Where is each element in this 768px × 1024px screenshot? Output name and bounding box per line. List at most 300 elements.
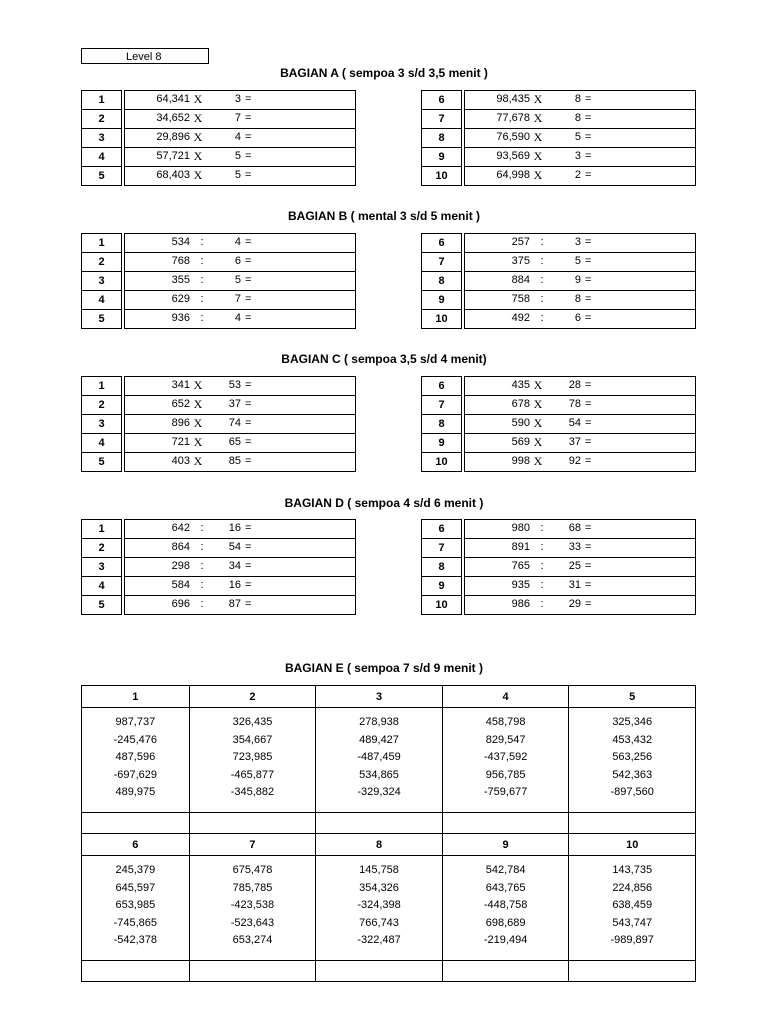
equals-sign: = bbox=[585, 112, 592, 124]
equals-sign: = bbox=[585, 379, 592, 391]
problem-row bbox=[82, 129, 356, 148]
problem-number: 7 bbox=[422, 396, 462, 415]
number-value: 354,667 bbox=[232, 733, 273, 746]
equals-sign: = bbox=[245, 93, 252, 105]
operand-b: 34 bbox=[228, 560, 241, 572]
operator: : bbox=[540, 312, 544, 324]
col-header: 4 bbox=[442, 686, 569, 708]
number-value: 542,784 bbox=[485, 864, 526, 876]
problem-number: 3 bbox=[82, 129, 122, 148]
number-value: -759,677 bbox=[483, 786, 528, 798]
number-value: -345,882 bbox=[230, 786, 275, 798]
number-value: 458,798 bbox=[485, 716, 526, 728]
operand-a: 998 bbox=[511, 455, 530, 467]
equals-sign: = bbox=[245, 255, 252, 267]
problem-expression[interactable] bbox=[125, 310, 356, 329]
operand-a: 590 bbox=[511, 417, 530, 429]
number-column bbox=[569, 856, 696, 961]
problem-row bbox=[82, 110, 356, 129]
col-header: 8 bbox=[316, 834, 443, 856]
operand-b: 4 bbox=[234, 131, 241, 143]
problem-row bbox=[422, 377, 696, 396]
number-value: 325,346 bbox=[612, 716, 653, 728]
equals-sign: = bbox=[245, 169, 252, 181]
operand-b: 53 bbox=[228, 379, 241, 391]
number-column bbox=[442, 708, 569, 813]
problem-row bbox=[422, 167, 696, 186]
problem-number: 7 bbox=[422, 110, 462, 129]
operand-b: 5 bbox=[574, 131, 581, 143]
operand-a: 257 bbox=[511, 236, 530, 248]
problem-row bbox=[82, 396, 356, 415]
problem-expression[interactable] bbox=[465, 310, 696, 329]
equals-sign: = bbox=[245, 131, 252, 143]
operator: : bbox=[200, 274, 204, 286]
section-e-title: BAGIAN E ( sempoa 7 s/d 9 menit ) bbox=[284, 661, 484, 675]
number-value: -745,865 bbox=[113, 916, 158, 929]
equals-sign: = bbox=[585, 417, 592, 429]
operand-b: 87 bbox=[228, 598, 241, 610]
operand-a: 34,652 bbox=[156, 112, 190, 124]
problem-expression[interactable] bbox=[125, 272, 356, 291]
operand-b: 8 bbox=[574, 293, 581, 305]
problem-row bbox=[422, 272, 696, 291]
problem-expression[interactable] bbox=[125, 253, 356, 272]
operand-b: 31 bbox=[568, 579, 581, 591]
equals-sign: = bbox=[585, 150, 592, 162]
answer-cell[interactable] bbox=[316, 813, 443, 834]
operator: : bbox=[200, 541, 204, 553]
number-value: -448,758 bbox=[483, 899, 528, 911]
problem-expression[interactable] bbox=[465, 110, 696, 129]
equals-sign: = bbox=[585, 93, 592, 105]
operand-b: 9 bbox=[574, 274, 581, 286]
operator: : bbox=[540, 579, 544, 591]
operand-a: 355 bbox=[171, 274, 190, 286]
operand-b: 3 bbox=[234, 93, 241, 105]
operand-a: 758 bbox=[511, 293, 530, 305]
operator: X bbox=[533, 149, 543, 163]
number-value: 766,743 bbox=[359, 916, 399, 929]
problem-row bbox=[82, 167, 356, 186]
operand-b: 85 bbox=[228, 455, 241, 467]
operand-b: 68 bbox=[568, 522, 581, 534]
problem-row bbox=[422, 434, 696, 453]
problem-row bbox=[82, 310, 356, 329]
answer-cell[interactable] bbox=[442, 961, 569, 982]
number-value: 489,975 bbox=[115, 786, 156, 798]
equals-sign: = bbox=[585, 169, 592, 181]
problem-row bbox=[422, 596, 696, 615]
section-a-left-table bbox=[81, 90, 356, 186]
answer-cell[interactable] bbox=[189, 961, 316, 982]
operand-b: 37 bbox=[568, 436, 581, 448]
problem-number: 5 bbox=[82, 453, 122, 472]
operand-b: 2 bbox=[574, 169, 581, 181]
operand-b: 6 bbox=[574, 312, 581, 324]
col-header: 9 bbox=[442, 834, 569, 856]
operator: : bbox=[540, 522, 544, 534]
operator: X bbox=[193, 168, 203, 182]
problem-row bbox=[422, 291, 696, 310]
answer-cell[interactable] bbox=[569, 813, 696, 834]
number-value: -437,592 bbox=[483, 751, 528, 763]
operand-b: 16 bbox=[228, 522, 241, 534]
problem-number: 1 bbox=[82, 234, 122, 253]
problem-expression[interactable] bbox=[465, 558, 696, 577]
operator: X bbox=[193, 397, 203, 411]
problem-row bbox=[422, 577, 696, 596]
problem-expression[interactable] bbox=[125, 434, 356, 453]
answer-cell[interactable] bbox=[82, 813, 190, 834]
section-b-right-table bbox=[421, 233, 696, 329]
problem-expression[interactable] bbox=[465, 148, 696, 167]
problem-number: 8 bbox=[422, 129, 462, 148]
problem-number: 9 bbox=[422, 291, 462, 310]
section-e-block-1 bbox=[81, 685, 696, 834]
operand-a: 403 bbox=[171, 455, 190, 467]
operator: : bbox=[200, 312, 204, 324]
problem-expression[interactable] bbox=[465, 91, 696, 110]
problem-expression[interactable] bbox=[125, 577, 356, 596]
problem-expression[interactable] bbox=[125, 539, 356, 558]
problem-row bbox=[422, 310, 696, 329]
problem-number: 2 bbox=[82, 110, 122, 129]
problem-row bbox=[82, 291, 356, 310]
equals-sign: = bbox=[585, 541, 592, 553]
equals-sign: = bbox=[245, 236, 252, 248]
operand-b: 54 bbox=[568, 417, 581, 429]
problem-expression[interactable] bbox=[125, 91, 356, 110]
operand-a: 68,403 bbox=[156, 169, 190, 181]
operand-a: 93,569 bbox=[496, 150, 530, 162]
problem-number: 1 bbox=[82, 377, 122, 396]
number-value: 645,597 bbox=[115, 881, 156, 894]
operand-a: 696 bbox=[171, 598, 190, 610]
number-value: 785,785 bbox=[232, 881, 273, 894]
operand-b: 16 bbox=[228, 579, 241, 591]
equals-sign: = bbox=[245, 541, 252, 553]
operand-a: 584 bbox=[171, 579, 190, 591]
equals-sign: = bbox=[245, 598, 252, 610]
operand-a: 492 bbox=[511, 312, 530, 324]
operator: X bbox=[533, 416, 543, 430]
number-value: -423,538 bbox=[230, 899, 275, 911]
answer-cell[interactable] bbox=[442, 813, 569, 834]
problem-row bbox=[422, 396, 696, 415]
operand-a: 341 bbox=[171, 379, 190, 391]
col-header: 3 bbox=[316, 686, 443, 708]
operand-a: 652 bbox=[171, 398, 190, 410]
section-a-title: BAGIAN A ( sempoa 3 s/d 3,5 menit ) bbox=[280, 66, 488, 80]
level-label: Level 8 bbox=[126, 51, 162, 63]
problem-expression[interactable] bbox=[465, 234, 696, 253]
section-d-title: BAGIAN D ( sempoa 4 s/d 6 menit ) bbox=[284, 496, 484, 510]
number-column bbox=[442, 856, 569, 961]
problem-expression[interactable] bbox=[125, 291, 356, 310]
number-value: -322,487 bbox=[357, 934, 401, 946]
number-column bbox=[316, 856, 443, 961]
problem-expression[interactable] bbox=[465, 453, 696, 472]
col-header: 7 bbox=[189, 834, 316, 856]
number-column bbox=[82, 856, 190, 961]
operator: X bbox=[533, 454, 543, 468]
number-value: -465,877 bbox=[230, 768, 275, 781]
section-c-left-table bbox=[81, 376, 356, 472]
operator: X bbox=[193, 92, 203, 106]
problem-number: 4 bbox=[82, 434, 122, 453]
operand-a: 721 bbox=[171, 436, 190, 448]
problem-number: 6 bbox=[422, 91, 462, 110]
number-value: 534,865 bbox=[359, 768, 399, 781]
operator: X bbox=[533, 130, 543, 144]
problem-row bbox=[422, 129, 696, 148]
number-value: -329,324 bbox=[357, 786, 401, 798]
equals-sign: = bbox=[585, 598, 592, 610]
number-value: 698,689 bbox=[485, 916, 526, 929]
number-value: -245,476 bbox=[113, 733, 158, 746]
answer-cell[interactable] bbox=[189, 813, 316, 834]
problem-row bbox=[422, 558, 696, 577]
number-value: 956,785 bbox=[485, 768, 526, 781]
problem-expression[interactable] bbox=[465, 415, 696, 434]
equals-sign: = bbox=[585, 398, 592, 410]
number-value: 278,938 bbox=[359, 716, 399, 728]
number-value: -324,398 bbox=[357, 899, 401, 911]
problem-row bbox=[82, 148, 356, 167]
operand-a: 891 bbox=[511, 541, 530, 553]
problem-number: 4 bbox=[82, 148, 122, 167]
problem-expression[interactable] bbox=[465, 596, 696, 615]
operator: : bbox=[540, 236, 544, 248]
operator: X bbox=[533, 168, 543, 182]
problem-expression[interactable] bbox=[465, 377, 696, 396]
operand-a: 57,721 bbox=[156, 150, 190, 162]
equals-sign: = bbox=[585, 436, 592, 448]
problem-number: 3 bbox=[82, 558, 122, 577]
problem-number: 8 bbox=[422, 415, 462, 434]
problem-row bbox=[82, 558, 356, 577]
problem-expression[interactable] bbox=[125, 234, 356, 253]
problem-number: 9 bbox=[422, 577, 462, 596]
problem-row bbox=[82, 253, 356, 272]
operator: X bbox=[533, 111, 543, 125]
equals-sign: = bbox=[585, 560, 592, 572]
problem-number: 2 bbox=[82, 539, 122, 558]
problem-expression[interactable] bbox=[125, 453, 356, 472]
operator: : bbox=[540, 293, 544, 305]
problem-expression[interactable] bbox=[125, 415, 356, 434]
problem-number: 1 bbox=[82, 91, 122, 110]
operand-a: 64,998 bbox=[496, 169, 530, 181]
number-value: 653,274 bbox=[232, 934, 273, 946]
problem-number: 7 bbox=[422, 539, 462, 558]
col-header: 10 bbox=[569, 834, 696, 856]
number-column bbox=[569, 708, 696, 813]
problem-number: 3 bbox=[82, 272, 122, 291]
operand-b: 3 bbox=[574, 236, 581, 248]
problem-row bbox=[422, 234, 696, 253]
problem-expression[interactable] bbox=[465, 253, 696, 272]
operand-a: 896 bbox=[171, 417, 190, 429]
problem-row bbox=[82, 539, 356, 558]
problem-expression[interactable] bbox=[125, 396, 356, 415]
operator: X bbox=[533, 397, 543, 411]
problem-number: 8 bbox=[422, 272, 462, 291]
problem-expression[interactable] bbox=[465, 539, 696, 558]
problem-expression[interactable] bbox=[465, 434, 696, 453]
col-header: 5 bbox=[569, 686, 696, 708]
operator: : bbox=[200, 293, 204, 305]
operand-a: 678 bbox=[511, 398, 530, 410]
problem-expression[interactable] bbox=[125, 596, 356, 615]
problem-number: 4 bbox=[82, 577, 122, 596]
number-value: 563,256 bbox=[612, 751, 653, 763]
answer-cell[interactable] bbox=[316, 961, 443, 982]
problem-expression[interactable] bbox=[465, 129, 696, 148]
operand-a: 98,435 bbox=[496, 93, 530, 105]
problem-expression[interactable] bbox=[465, 272, 696, 291]
number-column bbox=[316, 708, 443, 813]
problem-number: 3 bbox=[82, 415, 122, 434]
problem-expression[interactable] bbox=[465, 396, 696, 415]
problem-number: 7 bbox=[422, 253, 462, 272]
problem-row bbox=[82, 434, 356, 453]
operand-b: 4 bbox=[234, 236, 241, 248]
problem-expression[interactable] bbox=[465, 520, 696, 539]
operator: X bbox=[193, 130, 203, 144]
operator: : bbox=[200, 598, 204, 610]
operand-a: 29,896 bbox=[156, 131, 190, 143]
number-value: 829,547 bbox=[485, 733, 526, 746]
operand-a: 864 bbox=[171, 541, 190, 553]
equals-sign: = bbox=[585, 236, 592, 248]
problem-row bbox=[82, 377, 356, 396]
number-value: 245,379 bbox=[115, 864, 156, 876]
number-value: 326,435 bbox=[232, 716, 273, 728]
problem-row bbox=[82, 577, 356, 596]
equals-sign: = bbox=[585, 455, 592, 467]
number-value: -523,643 bbox=[230, 916, 275, 929]
operand-b: 29 bbox=[568, 598, 581, 610]
problem-expression[interactable] bbox=[125, 377, 356, 396]
problem-number: 5 bbox=[82, 310, 122, 329]
problem-expression[interactable] bbox=[465, 167, 696, 186]
problem-expression[interactable] bbox=[125, 520, 356, 539]
answer-cell[interactable] bbox=[569, 961, 696, 982]
equals-sign: = bbox=[585, 312, 592, 324]
number-value: -542,378 bbox=[113, 934, 158, 946]
problem-row bbox=[82, 453, 356, 472]
operand-b: 92 bbox=[568, 455, 581, 467]
problem-number: 2 bbox=[82, 253, 122, 272]
operand-a: 64,341 bbox=[156, 93, 190, 105]
operator: X bbox=[193, 149, 203, 163]
operator: X bbox=[533, 378, 543, 392]
operator: : bbox=[200, 255, 204, 267]
operand-b: 3 bbox=[574, 150, 581, 162]
equals-sign: = bbox=[245, 455, 252, 467]
col-header: 1 bbox=[82, 686, 190, 708]
problem-row bbox=[422, 110, 696, 129]
number-value: 723,985 bbox=[232, 751, 273, 763]
operand-b: 5 bbox=[234, 150, 241, 162]
problem-row bbox=[422, 539, 696, 558]
operator: : bbox=[200, 236, 204, 248]
operand-a: 76,590 bbox=[496, 131, 530, 143]
number-column bbox=[189, 708, 316, 813]
operand-a: 936 bbox=[171, 312, 190, 324]
problem-expression[interactable] bbox=[125, 167, 356, 186]
problem-expression[interactable] bbox=[125, 110, 356, 129]
operand-a: 935 bbox=[511, 579, 530, 591]
operator: X bbox=[193, 416, 203, 430]
problem-row bbox=[82, 415, 356, 434]
operand-b: 54 bbox=[228, 541, 241, 553]
operator: X bbox=[193, 378, 203, 392]
level-box bbox=[81, 48, 209, 64]
operator: X bbox=[193, 454, 203, 468]
equals-sign: = bbox=[585, 522, 592, 534]
col-header: 2 bbox=[189, 686, 316, 708]
problem-number: 6 bbox=[422, 377, 462, 396]
problem-number: 10 bbox=[422, 310, 462, 329]
section-d-left-table bbox=[81, 519, 356, 615]
number-value: 453,432 bbox=[612, 733, 653, 746]
problem-expression[interactable] bbox=[125, 148, 356, 167]
operator: X bbox=[533, 92, 543, 106]
operand-a: 534 bbox=[171, 236, 190, 248]
operator: X bbox=[533, 435, 543, 449]
section-e-block-2 bbox=[81, 833, 696, 982]
operand-a: 980 bbox=[511, 522, 530, 534]
number-column bbox=[189, 856, 316, 961]
operand-a: 768 bbox=[171, 255, 190, 267]
operand-b: 5 bbox=[574, 255, 581, 267]
operator: : bbox=[200, 579, 204, 591]
equals-sign: = bbox=[585, 255, 592, 267]
problem-expression[interactable] bbox=[465, 291, 696, 310]
operand-b: 37 bbox=[228, 398, 241, 410]
operand-a: 765 bbox=[511, 560, 530, 572]
operand-a: 375 bbox=[511, 255, 530, 267]
problem-expression[interactable] bbox=[125, 558, 356, 577]
number-value: 224,856 bbox=[612, 881, 653, 894]
problem-number: 1 bbox=[82, 520, 122, 539]
equals-sign: = bbox=[245, 579, 252, 591]
problem-number: 4 bbox=[82, 291, 122, 310]
operand-b: 8 bbox=[574, 93, 581, 105]
problem-number: 8 bbox=[422, 558, 462, 577]
equals-sign: = bbox=[245, 150, 252, 162]
operand-b: 4 bbox=[234, 312, 241, 324]
operand-b: 78 bbox=[568, 398, 581, 410]
equals-sign: = bbox=[245, 274, 252, 286]
equals-sign: = bbox=[585, 579, 592, 591]
section-c-right-table bbox=[421, 376, 696, 472]
problem-number: 6 bbox=[422, 234, 462, 253]
problem-row bbox=[422, 453, 696, 472]
equals-sign: = bbox=[245, 417, 252, 429]
section-d-right-table bbox=[421, 519, 696, 615]
number-value: -989,897 bbox=[610, 934, 654, 946]
equals-sign: = bbox=[245, 379, 252, 391]
problem-expression[interactable] bbox=[125, 129, 356, 148]
number-value: -487,459 bbox=[357, 751, 401, 763]
problem-expression[interactable] bbox=[465, 577, 696, 596]
operand-b: 7 bbox=[234, 112, 241, 124]
answer-cell[interactable] bbox=[82, 961, 190, 982]
